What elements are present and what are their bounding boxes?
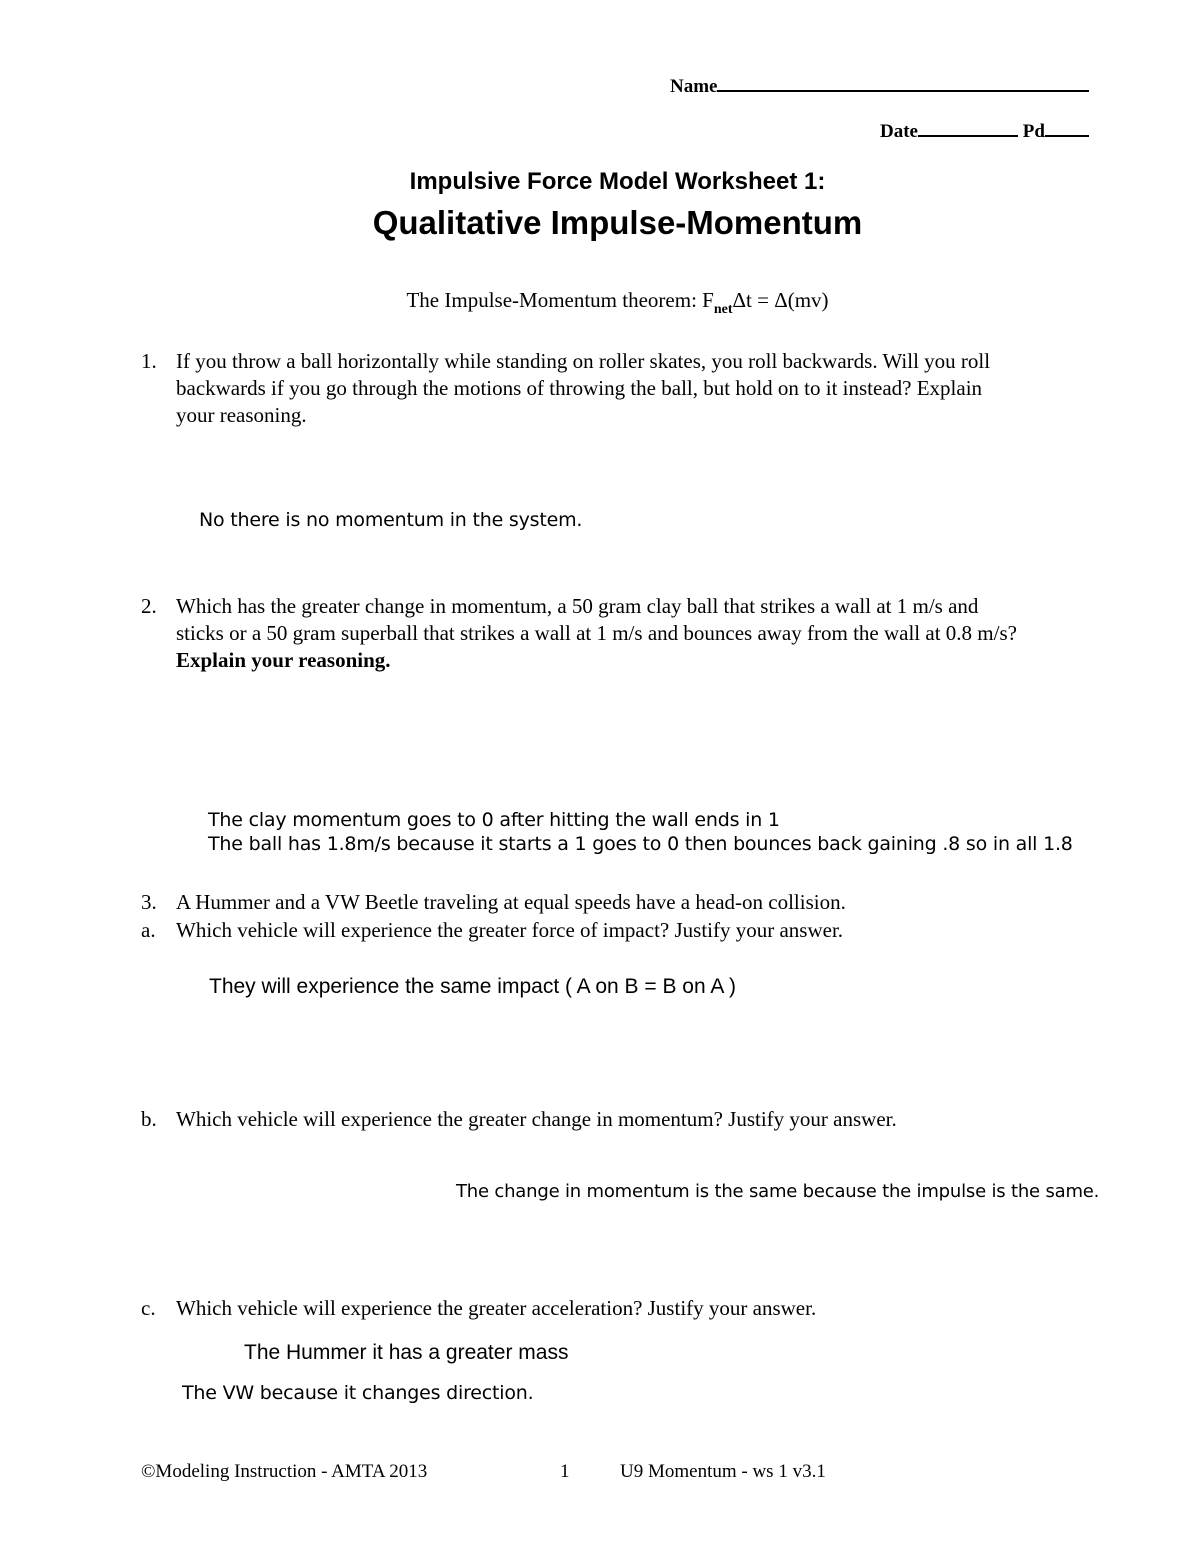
q1-number: 1.: [141, 349, 157, 373]
q3-text: A Hummer and a VW Beetle traveling at equal speeds have a head-on collision.: [176, 890, 846, 914]
q2-answer-line-2[interactable]: The ball has 1.8m/s because it starts a 1 goes to 0 then bounces back gaining .8 so in all 1.8: [208, 833, 1073, 855]
q3b-letter: b.: [141, 1107, 157, 1131]
q2-answer-line-1[interactable]: The clay momentum goes to 0 after hitting the wall ends in 1: [208, 809, 780, 831]
date-label: Date: [880, 121, 918, 142]
q3a-text: Which vehicle will experience the greater force of impact? Justify your answer.: [176, 918, 844, 942]
period-line: [1045, 117, 1089, 137]
q2-text-line-1: Which has the greater change in momentum, a 50 gram clay ball that strikes a wall at 1 m/s and: [176, 594, 979, 618]
q1-text-line-1: If you throw a ball horizontally while standing on roller skates, you roll backwards. Will you roll: [176, 349, 991, 373]
theorem-subscript: net: [713, 302, 733, 317]
q2-number: 2.: [141, 594, 157, 618]
q1-answer[interactable]: No there is no momentum in the system.: [199, 509, 583, 531]
q1-text-line-3: your reasoning.: [176, 403, 307, 427]
q3b-answer[interactable]: The change in momentum is the same because the impulse is the same.: [456, 1181, 1100, 1202]
q2-explain-prompt: Explain your reasoning.: [176, 648, 391, 672]
name-label: Name: [670, 76, 718, 97]
q3c-text: Which vehicle will experience the greater acceleration? Justify your answer.: [176, 1296, 817, 1320]
date-period-field[interactable]: [880, 117, 1089, 143]
date-line: [918, 117, 1018, 137]
worksheet-subtitle: Qualitative Impulse-Momentum: [372, 204, 863, 241]
q3-number: 3.: [141, 890, 157, 914]
q3a-answer[interactable]: They will experience the same impact ( A on B = B on A ): [209, 975, 737, 998]
worksheet-title: Impulsive Force Model Worksheet 1:: [409, 168, 826, 195]
q3a-letter: a.: [141, 918, 156, 942]
q3c-letter: c.: [141, 1296, 156, 1320]
footer-copyright: ©Modeling Instruction - AMTA 2013: [141, 1461, 428, 1482]
q1-text-line-2: backwards if you go through the motions of throwing the ball, but hold on to it instead? Explain: [176, 376, 983, 400]
name-field[interactable]: [670, 72, 1089, 98]
theorem-statement: [0, 288, 1200, 318]
q2-text-line-2: sticks or a 50 gram superball that strikes a wall at 1 m/s and bounces away from the wall at 0.8 m/s?: [176, 621, 1017, 645]
theorem-prefix: The Impulse-Momentum theorem: F: [406, 288, 714, 312]
q3b-text: Which vehicle will experience the greater change in momentum? Justify your answer.: [176, 1107, 897, 1131]
q3c-answer-1[interactable]: The Hummer it has a greater mass: [244, 1341, 569, 1364]
footer-doc-id: U9 Momentum - ws 1 v3.1: [620, 1461, 826, 1482]
theorem-suffix: Δt = Δ(mv): [732, 288, 829, 312]
period-label: Pd: [1022, 121, 1045, 142]
name-line: [717, 72, 1089, 92]
footer-page-number: 1: [560, 1461, 570, 1482]
q3c-answer-2[interactable]: The VW because it changes direction.: [182, 1382, 534, 1404]
